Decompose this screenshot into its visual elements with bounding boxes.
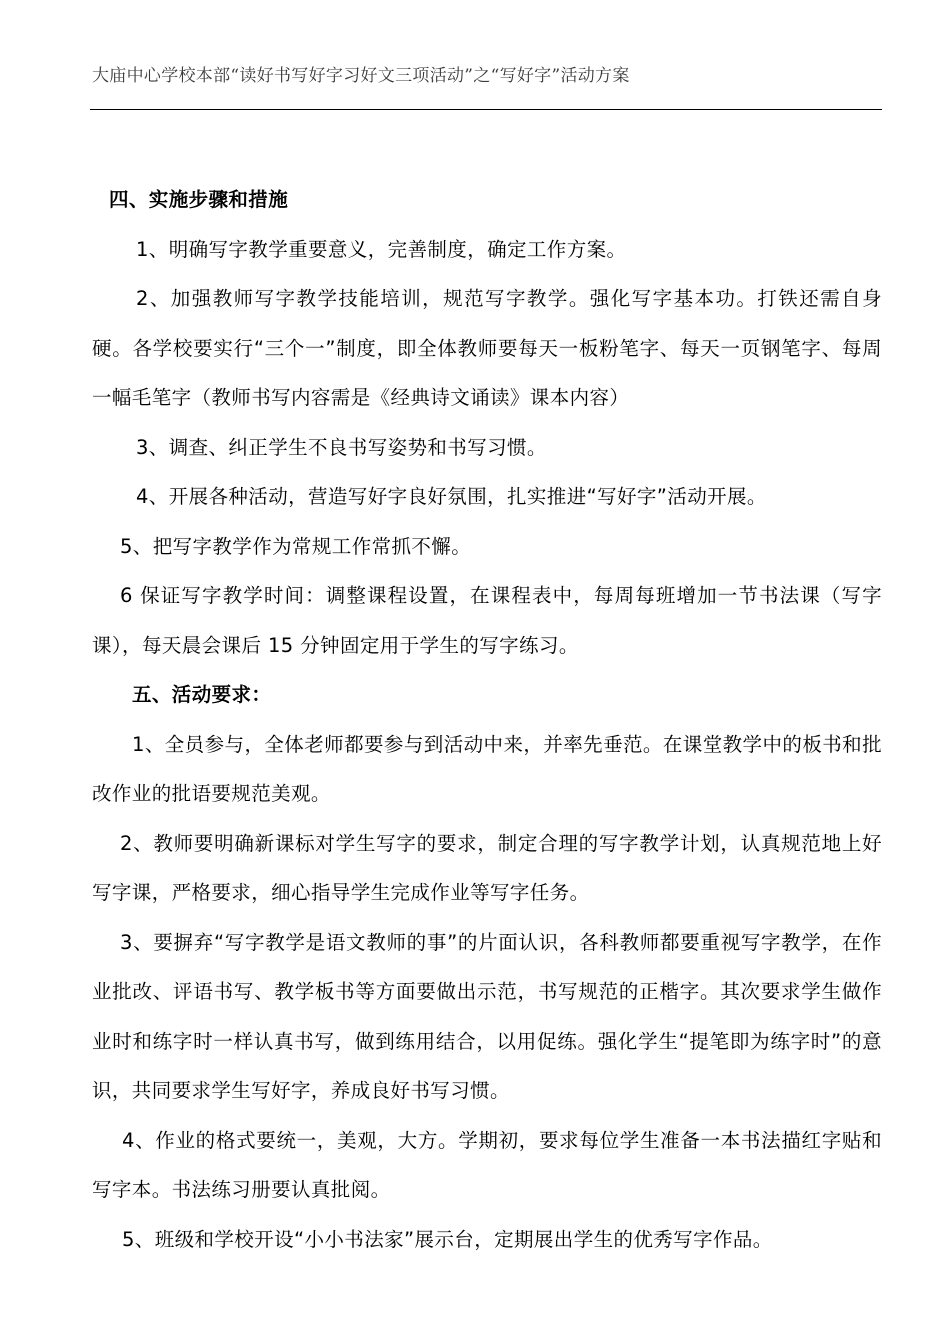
header-divider [90, 109, 882, 110]
requirement-item: 1、全员参与，全体老师都要参与到活动中来，并率先垂范。在课堂教学中的板书和批改作业的批语要规范美观。 [92, 732, 882, 805]
step-item: 6 保证写字教学时间：调整课程设置，在课程表中，每周每班增加一节书法课（写字课），每天晨会课后 15 分钟固定用于学生的写字练习。 [92, 584, 882, 657]
section-heading-requirements: 五、活动要求： [132, 683, 272, 706]
step-item: 4、开展各种活动，营造写好字良好氛围，扎实推进“写好字”活动开展。 [136, 485, 767, 508]
section-heading-implementation: 四、实施步骤和措施 [109, 188, 289, 211]
step-item: 5、把写字教学作为常规工作常抓不懈。 [120, 534, 472, 558]
document-body [92, 175, 882, 1264]
requirement-item: 5、班级和学校开设“小小书法家”展示台，定期展出学生的优秀写字作品。 [122, 1227, 773, 1251]
step-item: 3、调查、纠正学生不良书写姿势和书写习惯。 [136, 435, 547, 459]
requirement-item: 4、作业的格式要统一，美观，大方。学期初，要求每位学生准备一本书法描红字贴和写字本。书法练习册要认真批阅。 [92, 1128, 882, 1201]
page-header: 大庙中心学校本部“读好书写好字习好文三项活动”之“写好字”活动方案 [92, 66, 630, 86]
requirement-item: 2、教师要明确新课标对学生写字的要求，制定合理的写字教学计划，认真规范地上好写字课，严格要求，细心指导学生完成作业等写字任务。 [92, 831, 882, 904]
step-item: 2、加强教师写字教学技能培训，规范写字教学。强化写字基本功。打铁还需自身硬。各学校要实行“三个一”制度，即全体教师要每天一板粉笔字、每天一页钢笔字、每周一幅毛笔字（教师书写内容需是《经典诗文诵读》课本内容） [92, 287, 882, 409]
requirement-item: 3、要摒弃“写字教学是语文教师的事”的片面认识，各科教师都要重视写字教学，在作业批改、评语书写、教学板书等方面要做出示范，书写规范的正楷字。其次要求学生做作业时和练字时一样认真书写，做到练用结合，以用促练。强化学生“提笔即为练字时”的意识，共同要求学生写好字，养成良好书写习惯。 [92, 930, 882, 1102]
step-item: 1、明确写字教学重要意义，完善制度，确定工作方案。 [136, 237, 627, 261]
